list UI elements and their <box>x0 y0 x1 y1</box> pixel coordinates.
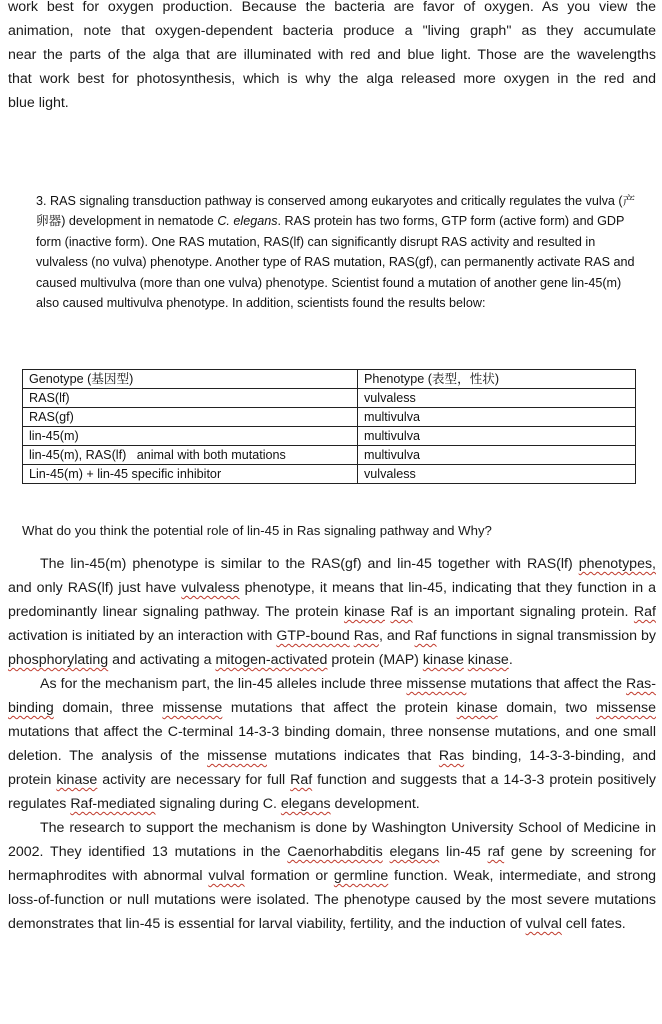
text-run: is an important signaling protein. <box>412 604 634 620</box>
question-text-a: 3. RAS signaling transduction pathway is conserved among eukaryotes and critically regulates the vulva (产卵器) development in nematode <box>36 194 636 229</box>
intro-line: blue light. <box>8 95 69 111</box>
table-row <box>23 427 636 446</box>
spellcheck-word: missense <box>162 700 223 716</box>
intro-paragraph <box>8 0 656 115</box>
text-run: gene by screening for hermaphrodites with abnormal <box>8 844 656 884</box>
text-run: development. <box>330 796 420 812</box>
text-run: function. Weak, intermediate, and strong loss-of-function or null mutations were isolated. The phenotype caused by the most severe mutations demonstrates that lin-45 is essential for larval viability, fertility, and the induction of <box>8 868 656 932</box>
text-run: . <box>508 652 513 668</box>
spellcheck-word: GTP-bound <box>276 628 350 644</box>
spellcheck-word: mitogen-activated <box>215 652 328 668</box>
table-cell-genotype: RAS(gf) <box>23 408 358 427</box>
text-run: functions in signal transmission by <box>436 628 656 644</box>
table-cell-phenotype: vulvaless <box>358 389 636 408</box>
spellcheck-word: vulval <box>525 916 562 932</box>
table-row <box>23 408 636 427</box>
spellcheck-word: germline <box>333 868 389 884</box>
spellcheck-word: kinase <box>343 604 385 620</box>
answer-paragraph-2 <box>8 672 656 816</box>
spellcheck-word: phosphorylating <box>8 652 109 668</box>
spellcheck-word: Ras <box>353 628 379 644</box>
text-run: mutations that affect the protein <box>222 700 457 716</box>
spellcheck-word: missense <box>207 748 267 764</box>
text-run: function and suggests that a 14-3-3 protein positively regulates <box>8 772 656 812</box>
spellcheck-word: elegans <box>389 844 440 860</box>
table-cell-genotype: lin-45(m), RAS(lf) animal with both mutations <box>23 446 358 465</box>
spellcheck-word: Raf <box>290 772 313 788</box>
table-row <box>23 446 636 465</box>
table-header-genotype: Genotype (基因型) <box>23 370 358 389</box>
species-name: C. elegans <box>217 214 278 229</box>
spellcheck-word: elegans <box>280 796 331 812</box>
text-run: activation is initiated by an interaction with <box>8 628 277 644</box>
table-header-row <box>23 370 636 389</box>
answer-paragraph-1 <box>8 552 656 672</box>
spellcheck-word: kinase <box>56 772 98 788</box>
spellcheck-word: kinase <box>467 652 509 668</box>
table-cell-phenotype: multivulva <box>358 408 636 427</box>
text-run: domain, three <box>53 700 163 716</box>
table-header-phenotype: Phenotype (表型，性状) <box>358 370 636 389</box>
text-run: mutations that affect the C-terminal 14-3-3 binding domain, three nonsense mutations, and one small deletion. The analysis of the <box>8 724 656 764</box>
table-cell-genotype: Lin-45(m) + lin-45 specific inhibitor <box>23 465 358 484</box>
table-row <box>23 465 636 484</box>
table-cell-phenotype: multivulva <box>358 427 636 446</box>
answer-body <box>8 552 656 936</box>
text-run: The research to support the mechanism is done by Washington University School of Medicine in 2002. They identified 13 mutations in the <box>8 820 656 860</box>
spellcheck-word: raf <box>487 844 505 860</box>
spellcheck-word: Caenorhabditis <box>287 844 383 860</box>
table-row <box>23 389 636 408</box>
question-text <box>36 191 646 313</box>
spellcheck-word: Ras <box>438 748 465 764</box>
text-run: As for the mechanism part, the lin-45 alleles include three <box>40 676 407 692</box>
answer-paragraph-3 <box>8 816 656 936</box>
text-run: mutations that affect the <box>466 676 627 692</box>
genotype-table <box>22 369 636 484</box>
text-run: cell fates. <box>561 916 626 932</box>
prompt-question: What do you think the potential role of lin-45 in Ras signaling pathway and Why? <box>22 523 492 538</box>
spellcheck-word: Ras-binding <box>8 676 656 716</box>
spellcheck-word: Raf-mediated <box>70 796 156 812</box>
spellcheck-word: missense <box>406 676 467 692</box>
spellcheck-word: Raf <box>390 604 413 620</box>
intro-line: animation, note that oxygen-dependent bacteria produce a "living graph" as they accumulate <box>8 23 656 39</box>
spellcheck-word: Raf <box>414 628 437 644</box>
intro-line: near the parts of the alga that are illuminated with red and blue light. Those are the wavelengths <box>8 47 656 63</box>
text-run: mutations indicates that <box>267 748 439 764</box>
question-block <box>36 191 646 313</box>
intro-line: that work best for photosynthesis, which is why the alga released more oxygen in the red and <box>8 71 656 87</box>
spellcheck-word: kinase <box>456 700 498 716</box>
text-run: protein (MAP) <box>327 652 423 668</box>
table-cell-genotype: RAS(lf) <box>23 389 358 408</box>
intro-line: work best for oxygen production. Because the bacteria are favor of oxygen. As you view the <box>8 0 656 15</box>
text-run: and only RAS(lf) just have <box>8 580 182 596</box>
spellcheck-word: phenotypes, <box>578 556 656 572</box>
spellcheck-word: Raf <box>633 604 656 620</box>
text-run: formation or <box>244 868 334 884</box>
text-run <box>383 844 390 860</box>
text-run: phenotype, it means that lin-45, indicating that they function in a predominantly linear signaling pathway. The protein <box>8 580 656 620</box>
text-run: binding, 14-3-3-binding, and protein <box>8 748 656 788</box>
text-run: , and <box>378 628 415 644</box>
spellcheck-word: kinase <box>422 652 464 668</box>
text-run: and activating a <box>108 652 216 668</box>
text-run: The lin-45(m) phenotype is similar to the RAS(gf) and lin-45 together with RAS(lf) <box>40 556 579 572</box>
text-run: lin-45 <box>439 844 488 860</box>
text-run: signaling during C. <box>155 796 281 812</box>
table-cell-phenotype: multivulva <box>358 446 636 465</box>
text-run: domain, two <box>497 700 597 716</box>
spellcheck-word: vulvaless <box>181 580 240 596</box>
table-cell-genotype: lin-45(m) <box>23 427 358 446</box>
question-text-b: . RAS protein has two forms, GTP form (active form) and GDP form (inactive form). One RAS mutation, RAS(lf) can significantly disrupt RAS activity and resulted in vulvaless (no vulva) phenotype. Another type of RAS mutation, RAS(gf), can permanently activate RAS and caused multivulva (more than one vulva) phenotype. Scientist found a mutation of another gene lin-45(m) also caused multivulva phenotype. In addition, scientists found the results below: <box>36 214 635 311</box>
spellcheck-word: vulval <box>208 868 245 884</box>
spellcheck-word: missense <box>596 700 656 716</box>
text-run: activity are necessary for full <box>97 772 291 788</box>
table-cell-phenotype: vulvaless <box>358 465 636 484</box>
